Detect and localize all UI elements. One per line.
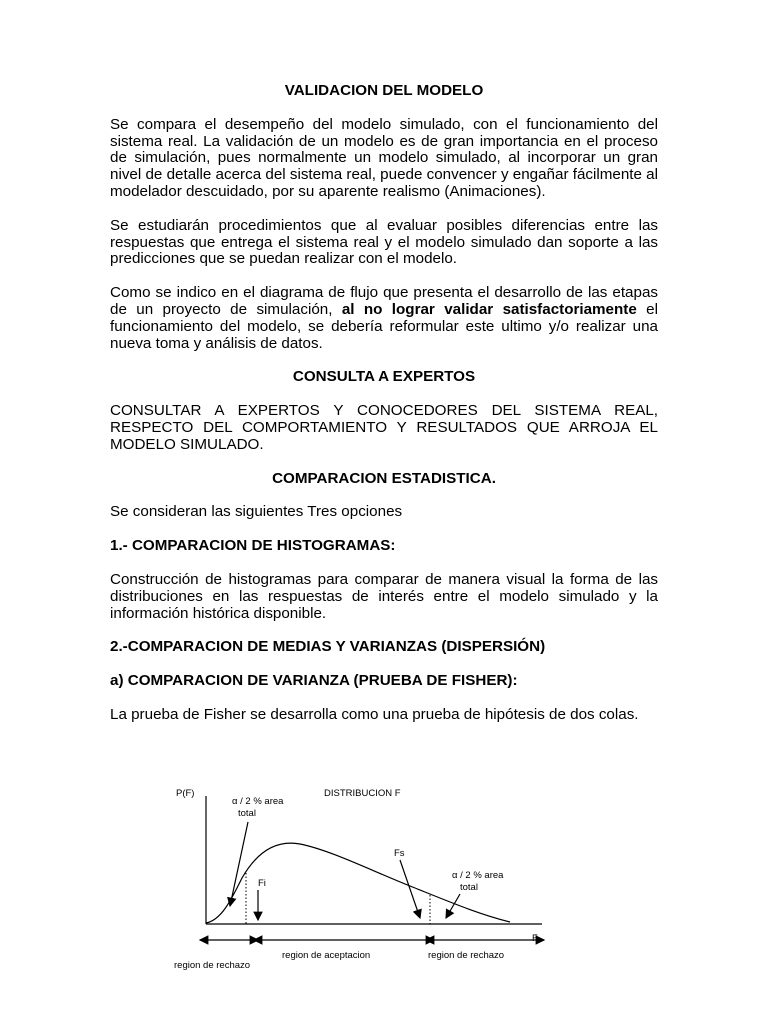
- region-left-label: region de rechazo: [174, 960, 251, 971]
- paragraph-flow-diagram: [110, 285, 658, 352]
- document-body: [110, 83, 658, 724]
- paragraph-intro: Se compara el desempeño del modelo simulado, con el funcionamiento del sistema real. La validación de un modelo es de gran importancia en el proceso de simulación, pues normalmente un modelo simulado, al incorporar un gran nivel de detalle acerca del sistema real, puede convencer y engañar fácilmente al modelador descuidado, por su aparente realismo (Animaciones).: [110, 115, 658, 200]
- section-title-fisher: a) COMPARACION DE VARIANZA (PRUEBA DE FISHER):: [110, 672, 518, 690]
- paragraph-histograms: Construcción de histogramas para comparar de manera visual la forma de las distribuciones en las respuestas de interés entre el modelo simulado y la información histórica disponible.: [110, 570, 658, 622]
- left-tail-label-line1: α / 2 % area: [232, 796, 284, 807]
- y-axis-label: P(F): [176, 788, 195, 799]
- paragraph-flow-text-before: Como se indico en el diagrama de flujo que presenta el desarrollo de las etapas de un proyecto de simulación,: [110, 284, 658, 318]
- right-tail-arrow: [446, 894, 460, 918]
- section-title-statistics: COMPARACION ESTADISTICA.: [272, 469, 496, 487]
- f-distribution-figure: [160, 778, 560, 978]
- paragraph-options: Se consideran las siguientes Tres opciones: [110, 503, 403, 521]
- paragraph-procedures: Se estudiarán procedimientos que al evaluar posibles diferencias entre las respuestas que entrega el sistema real y el modelo simulado dan soporte a las predicciones que se puedan realizar con el modelo.: [110, 216, 658, 268]
- region-middle-label: region de aceptacion: [282, 950, 371, 961]
- f-distribution-diagram: [160, 778, 560, 978]
- paragraph-flow-text-bold: al no lograr validar satisfactoriamente: [341, 300, 637, 318]
- paragraph-flow-text-after: el funcionamiento del modelo, se debería reformular este ultimo y/o realizar una nueva toma y análisis de datos.: [110, 300, 658, 352]
- fi-label: Fi: [258, 878, 266, 889]
- fs-label: Fs: [394, 848, 405, 859]
- left-tail-arrow: [230, 822, 248, 906]
- paragraph-fisher: La prueba de Fisher se desarrolla como una prueba de hipótesis de dos colas.: [110, 705, 639, 723]
- figure-title: DISTRIBUCION F: [324, 788, 401, 799]
- right-tail-label-line1: α / 2 % area: [452, 870, 504, 881]
- paragraph-experts: CONSULTAR A EXPERTOS Y CONOCEDORES DEL SISTEMA REAL, RESPECTO DEL COMPORTAMIENTO Y RESULTADOS QUE ARROJA EL MODELO SIMULADO.: [110, 402, 658, 453]
- section-title-histograms: 1.- COMPARACION DE HISTOGRAMAS:: [110, 537, 396, 555]
- x-axis-label: F: [532, 933, 538, 944]
- section-title-validation: VALIDACION DEL MODELO: [284, 82, 484, 99]
- section-title-means-variances: 2.-COMPARACION DE MEDIAS Y VARIANZAS (DISPERSIÓN): [110, 638, 546, 656]
- right-tail-label-line2: total: [460, 882, 478, 893]
- left-tail-label-line2: total: [238, 808, 256, 819]
- region-right-label: region de rechazo: [428, 950, 505, 961]
- section-title-experts: CONSULTA A EXPERTOS: [292, 368, 476, 386]
